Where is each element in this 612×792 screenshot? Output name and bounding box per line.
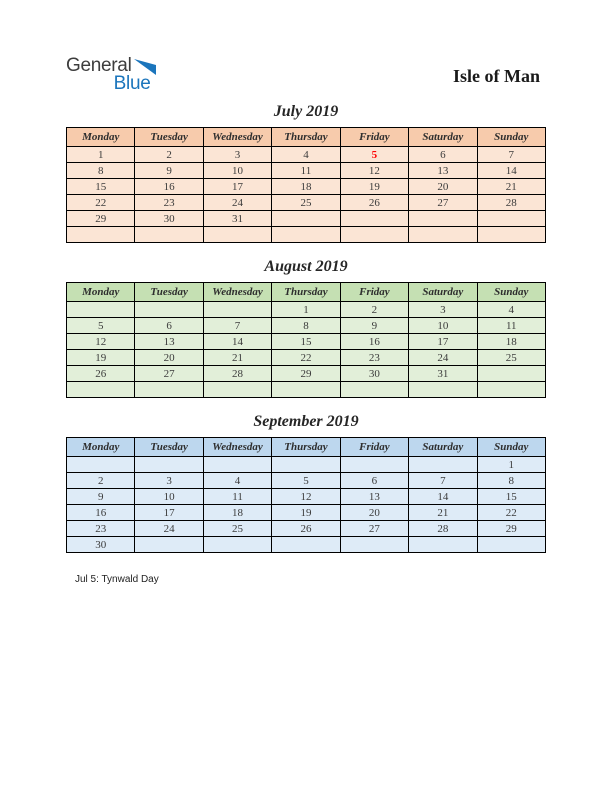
week-row xyxy=(67,350,546,366)
day-cell: 29 xyxy=(477,521,545,537)
day-cell: 22 xyxy=(272,350,340,366)
calendar-table xyxy=(66,437,546,553)
day-cell xyxy=(272,211,340,227)
day-cell: 9 xyxy=(135,163,203,179)
calendar-table-head xyxy=(67,128,546,147)
day-cell: 22 xyxy=(477,505,545,521)
day-cell xyxy=(409,211,477,227)
day-cell: 28 xyxy=(477,195,545,211)
day-cell xyxy=(340,537,408,553)
day-cell: 26 xyxy=(272,521,340,537)
day-cell: 23 xyxy=(67,521,135,537)
month-section xyxy=(66,412,546,553)
day-cell xyxy=(203,382,271,398)
day-cell xyxy=(477,537,545,553)
day-cell xyxy=(477,366,545,382)
day-cell: 6 xyxy=(135,318,203,334)
day-cell: 21 xyxy=(477,179,545,195)
day-cell: 1 xyxy=(477,457,545,473)
page-title: Isle of Man xyxy=(453,66,540,86)
day-cell: 3 xyxy=(135,473,203,489)
weekday-header-cell: Friday xyxy=(340,128,408,147)
day-cell: 6 xyxy=(340,473,408,489)
week-row xyxy=(67,163,546,179)
day-cell: 1 xyxy=(67,147,135,163)
day-cell: 25 xyxy=(203,521,271,537)
weekday-header-cell: Wednesday xyxy=(203,438,271,457)
day-cell xyxy=(203,302,271,318)
week-row xyxy=(67,227,546,243)
weekday-header-cell: Tuesday xyxy=(135,128,203,147)
weekday-header-cell: Thursday xyxy=(272,283,340,302)
day-cell xyxy=(272,457,340,473)
day-cell xyxy=(67,227,135,243)
day-cell: 15 xyxy=(477,489,545,505)
calendar-table xyxy=(66,282,546,398)
day-cell: 8 xyxy=(272,318,340,334)
day-cell xyxy=(409,457,477,473)
day-cell xyxy=(340,457,408,473)
day-cell: 15 xyxy=(67,179,135,195)
day-cell: 4 xyxy=(272,147,340,163)
calendar-table-head xyxy=(67,283,546,302)
weekday-header-row xyxy=(67,128,546,147)
day-cell: 11 xyxy=(477,318,545,334)
week-row xyxy=(67,457,546,473)
day-cell xyxy=(340,227,408,243)
day-cell xyxy=(135,227,203,243)
brand-name-blue: Blue xyxy=(113,73,151,94)
day-cell xyxy=(409,227,477,243)
weekday-header-cell: Wednesday xyxy=(203,128,271,147)
calendar-table-body xyxy=(67,302,546,398)
day-cell: 14 xyxy=(477,163,545,179)
weekday-header-cell: Friday xyxy=(340,283,408,302)
day-cell xyxy=(477,382,545,398)
day-cell: 19 xyxy=(67,350,135,366)
day-cell: 24 xyxy=(135,521,203,537)
day-cell: 5 xyxy=(67,318,135,334)
day-cell xyxy=(272,537,340,553)
day-cell: 25 xyxy=(272,195,340,211)
week-row xyxy=(67,505,546,521)
weekday-header-cell: Monday xyxy=(67,283,135,302)
day-cell: 10 xyxy=(409,318,477,334)
day-cell: 16 xyxy=(135,179,203,195)
day-cell: 11 xyxy=(203,489,271,505)
day-cell xyxy=(67,457,135,473)
day-cell: 21 xyxy=(203,350,271,366)
day-cell: 19 xyxy=(272,505,340,521)
week-row xyxy=(67,318,546,334)
week-row xyxy=(67,489,546,505)
day-cell: 17 xyxy=(409,334,477,350)
day-cell: 4 xyxy=(203,473,271,489)
day-cell: 7 xyxy=(203,318,271,334)
day-cell xyxy=(135,302,203,318)
day-cell: 20 xyxy=(135,350,203,366)
weekday-header-cell: Saturday xyxy=(409,283,477,302)
day-cell: 7 xyxy=(477,147,545,163)
day-cell: 16 xyxy=(67,505,135,521)
day-cell: 17 xyxy=(203,179,271,195)
day-cell xyxy=(477,227,545,243)
day-cell: 17 xyxy=(135,505,203,521)
day-cell: 21 xyxy=(409,505,477,521)
day-cell: 19 xyxy=(340,179,408,195)
day-cell: 3 xyxy=(409,302,477,318)
day-cell: 7 xyxy=(409,473,477,489)
weekday-header-cell: Saturday xyxy=(409,128,477,147)
calendar-table-body xyxy=(67,457,546,553)
weekday-header-row xyxy=(67,438,546,457)
day-cell: 5 xyxy=(272,473,340,489)
day-cell xyxy=(203,227,271,243)
day-cell xyxy=(135,537,203,553)
week-row xyxy=(67,334,546,350)
weekday-header-cell: Friday xyxy=(340,438,408,457)
day-cell: 18 xyxy=(272,179,340,195)
day-cell xyxy=(67,382,135,398)
day-cell: 22 xyxy=(67,195,135,211)
day-cell: 6 xyxy=(409,147,477,163)
month-title: August 2019 xyxy=(264,258,348,275)
day-cell: 28 xyxy=(203,366,271,382)
day-cell: 2 xyxy=(67,473,135,489)
weekday-header-cell: Tuesday xyxy=(135,283,203,302)
day-cell: 31 xyxy=(203,211,271,227)
week-row xyxy=(67,537,546,553)
weekday-header-cell: Wednesday xyxy=(203,283,271,302)
day-cell: 13 xyxy=(409,163,477,179)
day-cell: 20 xyxy=(340,505,408,521)
day-cell: 24 xyxy=(203,195,271,211)
weekday-header-row xyxy=(67,283,546,302)
day-cell: 9 xyxy=(340,318,408,334)
weekday-header-cell: Sunday xyxy=(477,438,545,457)
month-title: July 2019 xyxy=(273,103,339,120)
day-cell xyxy=(203,457,271,473)
day-cell: 29 xyxy=(67,211,135,227)
day-cell xyxy=(477,211,545,227)
week-row xyxy=(67,147,546,163)
page-header xyxy=(66,0,546,93)
day-cell: 27 xyxy=(135,366,203,382)
weekday-header-cell: Saturday xyxy=(409,438,477,457)
weekday-header-cell: Sunday xyxy=(477,128,545,147)
day-cell: 13 xyxy=(135,334,203,350)
day-cell xyxy=(409,382,477,398)
page-content xyxy=(66,0,546,585)
day-cell: 30 xyxy=(135,211,203,227)
day-cell: 18 xyxy=(203,505,271,521)
weekday-header-cell: Thursday xyxy=(272,128,340,147)
calendar-table-body xyxy=(67,147,546,243)
day-cell: 30 xyxy=(67,537,135,553)
day-cell xyxy=(272,227,340,243)
day-cell xyxy=(135,457,203,473)
calendar-table-head xyxy=(67,438,546,457)
day-cell xyxy=(409,537,477,553)
week-row xyxy=(67,179,546,195)
week-row xyxy=(67,521,546,537)
day-cell: 20 xyxy=(409,179,477,195)
day-cell: 2 xyxy=(340,302,408,318)
week-row xyxy=(67,473,546,489)
weekday-header-cell: Thursday xyxy=(272,438,340,457)
day-cell: 2 xyxy=(135,147,203,163)
day-cell: 10 xyxy=(203,163,271,179)
day-cell: 8 xyxy=(477,473,545,489)
day-cell: 12 xyxy=(340,163,408,179)
week-row xyxy=(67,382,546,398)
day-cell: 12 xyxy=(272,489,340,505)
day-cell: 27 xyxy=(340,521,408,537)
day-cell: 11 xyxy=(272,163,340,179)
weekday-header-cell: Monday xyxy=(67,438,135,457)
day-cell xyxy=(272,382,340,398)
day-cell xyxy=(203,537,271,553)
week-row xyxy=(67,195,546,211)
day-cell: 24 xyxy=(409,350,477,366)
day-cell: 15 xyxy=(272,334,340,350)
day-cell: 30 xyxy=(340,366,408,382)
weekday-header-cell: Sunday xyxy=(477,283,545,302)
brand-logo xyxy=(66,56,156,93)
day-cell: 8 xyxy=(67,163,135,179)
day-cell: 10 xyxy=(135,489,203,505)
day-cell: 26 xyxy=(340,195,408,211)
week-row xyxy=(67,302,546,318)
week-row xyxy=(67,211,546,227)
day-cell: 16 xyxy=(340,334,408,350)
day-cell: 13 xyxy=(340,489,408,505)
brand-name-general: General xyxy=(66,55,132,76)
day-cell: 26 xyxy=(67,366,135,382)
holiday-day-cell: 5 xyxy=(340,147,408,163)
day-cell: 1 xyxy=(272,302,340,318)
day-cell: 14 xyxy=(203,334,271,350)
holiday-note: Jul 5: Tynwald Day xyxy=(75,574,159,585)
day-cell: 23 xyxy=(135,195,203,211)
day-cell: 18 xyxy=(477,334,545,350)
day-cell: 23 xyxy=(340,350,408,366)
month-section xyxy=(66,102,546,243)
day-cell: 27 xyxy=(409,195,477,211)
weekday-header-cell: Tuesday xyxy=(135,438,203,457)
day-cell: 31 xyxy=(409,366,477,382)
day-cell xyxy=(340,211,408,227)
calendar-table xyxy=(66,127,546,243)
day-cell xyxy=(67,302,135,318)
day-cell: 12 xyxy=(67,334,135,350)
day-cell xyxy=(340,382,408,398)
day-cell: 3 xyxy=(203,147,271,163)
weekday-header-cell: Monday xyxy=(67,128,135,147)
months xyxy=(66,102,546,553)
day-cell: 29 xyxy=(272,366,340,382)
day-cell xyxy=(135,382,203,398)
day-cell: 28 xyxy=(409,521,477,537)
day-cell: 9 xyxy=(67,489,135,505)
week-row xyxy=(67,366,546,382)
day-cell: 4 xyxy=(477,302,545,318)
month-title: September 2019 xyxy=(253,413,359,430)
day-cell: 25 xyxy=(477,350,545,366)
day-cell: 14 xyxy=(409,489,477,505)
month-section xyxy=(66,257,546,398)
